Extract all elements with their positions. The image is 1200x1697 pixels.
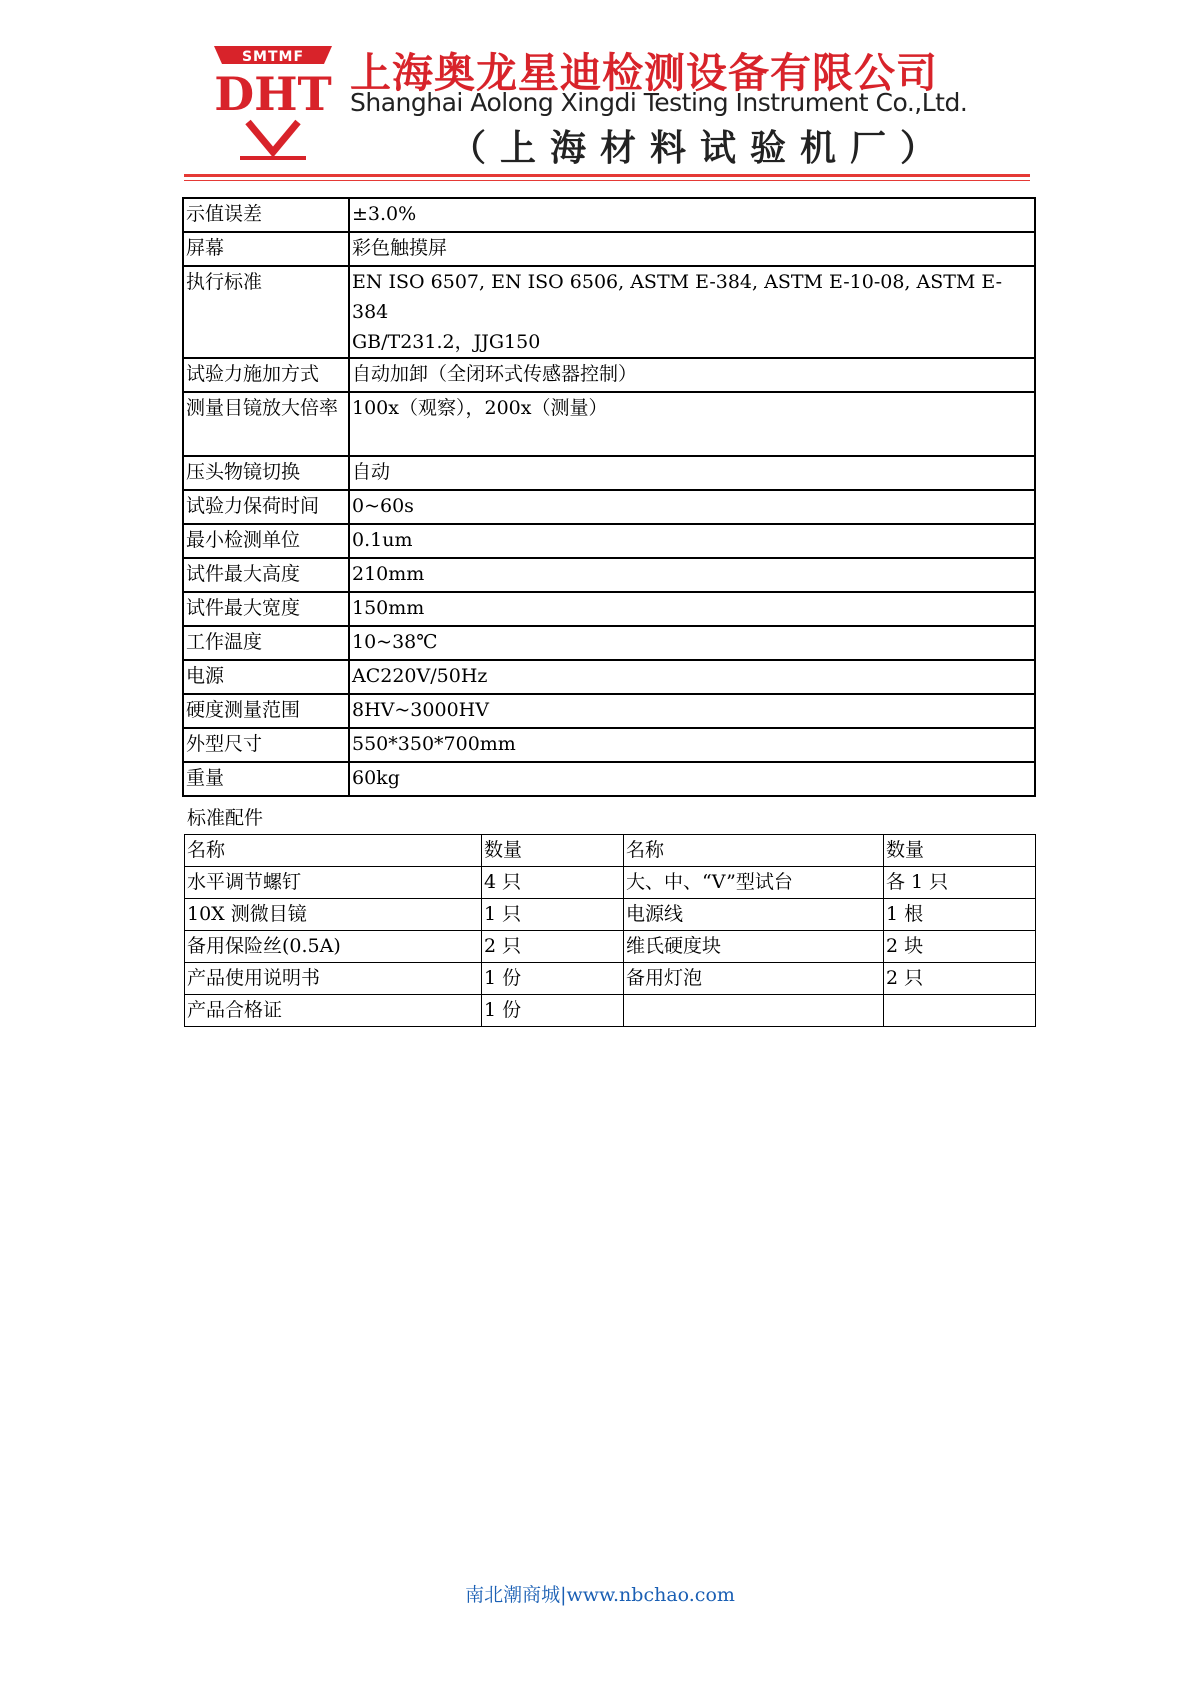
spec-label: 测量目镜放大倍率 xyxy=(183,392,349,456)
table-cell: 1 只 xyxy=(482,899,624,931)
spec-label: 屏幕 xyxy=(183,232,349,266)
company-name-en: Shanghai Aolong Xingdi Testing Instrument Co.,Ltd. xyxy=(350,88,968,117)
table-row xyxy=(185,899,1036,931)
spec-value: 150mm xyxy=(349,592,1035,626)
spec-row xyxy=(183,762,1035,796)
spec-label: 压头物镜切换 xyxy=(183,456,349,490)
spec-table xyxy=(182,197,1036,797)
spec-row xyxy=(183,358,1035,392)
table-cell: 4 只 xyxy=(482,867,624,899)
table-cell: 大、中、“V”型试台 xyxy=(624,867,884,899)
header-cell: 数量 xyxy=(482,835,624,867)
accessories-table xyxy=(184,834,1036,1027)
company-logo xyxy=(208,42,338,162)
table-cell: 10X 测微目镜 xyxy=(185,899,482,931)
table-cell: 备用灯泡 xyxy=(624,963,884,995)
spec-label: 工作温度 xyxy=(183,626,349,660)
spec-row xyxy=(183,626,1035,660)
spec-row xyxy=(183,694,1035,728)
spec-label: 试验力保荷时间 xyxy=(183,490,349,524)
spec-row xyxy=(183,558,1035,592)
footer-link[interactable]: 南北潮商城|www.nbchao.com xyxy=(465,1584,735,1606)
company-name-cn: 上海奥龙星迪检测设备有限公司 xyxy=(350,49,938,97)
spec-value: 60kg xyxy=(349,762,1035,796)
spec-value: 0~60s xyxy=(349,490,1035,524)
spec-label: 执行标准 xyxy=(183,266,349,358)
spec-row xyxy=(183,728,1035,762)
spec-value: 550*350*700mm xyxy=(349,728,1035,762)
header-divider-thin xyxy=(184,180,1030,181)
spec-label: 最小检测单位 xyxy=(183,524,349,558)
spec-row xyxy=(183,456,1035,490)
table-cell: 各 1 只 xyxy=(884,867,1036,899)
table-header-row xyxy=(185,835,1036,867)
spec-label: 重量 xyxy=(183,762,349,796)
table-cell: 2 块 xyxy=(884,931,1036,963)
table-cell: 2 只 xyxy=(482,931,624,963)
table-row xyxy=(185,867,1036,899)
table-cell: 1 份 xyxy=(482,963,624,995)
header-divider xyxy=(184,174,1030,177)
spec-row xyxy=(183,266,1035,358)
table-cell: 维氏硬度块 xyxy=(624,931,884,963)
spec-label: 试件最大宽度 xyxy=(183,592,349,626)
table-cell: 产品合格证 xyxy=(185,995,482,1027)
spec-value: 自动 xyxy=(349,456,1035,490)
table-cell xyxy=(624,995,884,1027)
table-cell: 2 只 xyxy=(884,963,1036,995)
spec-value: ±3.0% xyxy=(349,198,1035,232)
spec-value: 10~38℃ xyxy=(349,626,1035,660)
spec-label: 试验力施加方式 xyxy=(183,358,349,392)
table-row xyxy=(185,931,1036,963)
header-cell: 名称 xyxy=(624,835,884,867)
spec-value: 210mm xyxy=(349,558,1035,592)
table-cell: 水平调节螺钉 xyxy=(185,867,482,899)
spec-row xyxy=(183,660,1035,694)
spec-row xyxy=(183,490,1035,524)
spec-row xyxy=(183,198,1035,232)
factory-name: （上海材料试验机厂） xyxy=(450,128,951,169)
spec-row xyxy=(183,232,1035,266)
spec-label: 试件最大高度 xyxy=(183,558,349,592)
spec-label: 电源 xyxy=(183,660,349,694)
spec-label: 外型尺寸 xyxy=(183,728,349,762)
logo-main-text: DHT xyxy=(214,67,332,121)
accessories-title: 标准配件 xyxy=(187,807,264,829)
spec-label: 硬度测量范围 xyxy=(183,694,349,728)
table-cell: 1 份 xyxy=(482,995,624,1027)
spec-value: 自动加卸（全闭环式传感器控制） xyxy=(349,358,1035,392)
logo-top-text: SMTMF xyxy=(241,49,305,65)
spec-value: 100x（观察），200x（测量） xyxy=(349,392,1035,456)
accessories-table-body xyxy=(185,835,1036,1027)
spec-value: EN ISO 6507, EN ISO 6506, ASTM E-384, ASTM E-10-08, ASTM E-384 GB/T231.2，JJG150 xyxy=(349,266,1035,358)
table-row xyxy=(185,963,1036,995)
header-cell: 数量 xyxy=(884,835,1036,867)
spec-label: 示值误差 xyxy=(183,198,349,232)
spec-value: 0.1um xyxy=(349,524,1035,558)
spec-value: 8HV~3000HV xyxy=(349,694,1035,728)
table-cell: 电源线 xyxy=(624,899,884,931)
spec-value: 彩色触摸屏 xyxy=(349,232,1035,266)
spec-row xyxy=(183,592,1035,626)
table-cell: 1 根 xyxy=(884,899,1036,931)
table-cell: 备用保险丝(0.5A) xyxy=(185,931,482,963)
spec-table-body xyxy=(183,198,1035,796)
header-cell: 名称 xyxy=(185,835,482,867)
table-row xyxy=(185,995,1036,1027)
table-cell: 产品使用说明书 xyxy=(185,963,482,995)
spec-row xyxy=(183,392,1035,456)
spec-row xyxy=(183,524,1035,558)
table-cell xyxy=(884,995,1036,1027)
spec-value: AC220V/50Hz xyxy=(349,660,1035,694)
